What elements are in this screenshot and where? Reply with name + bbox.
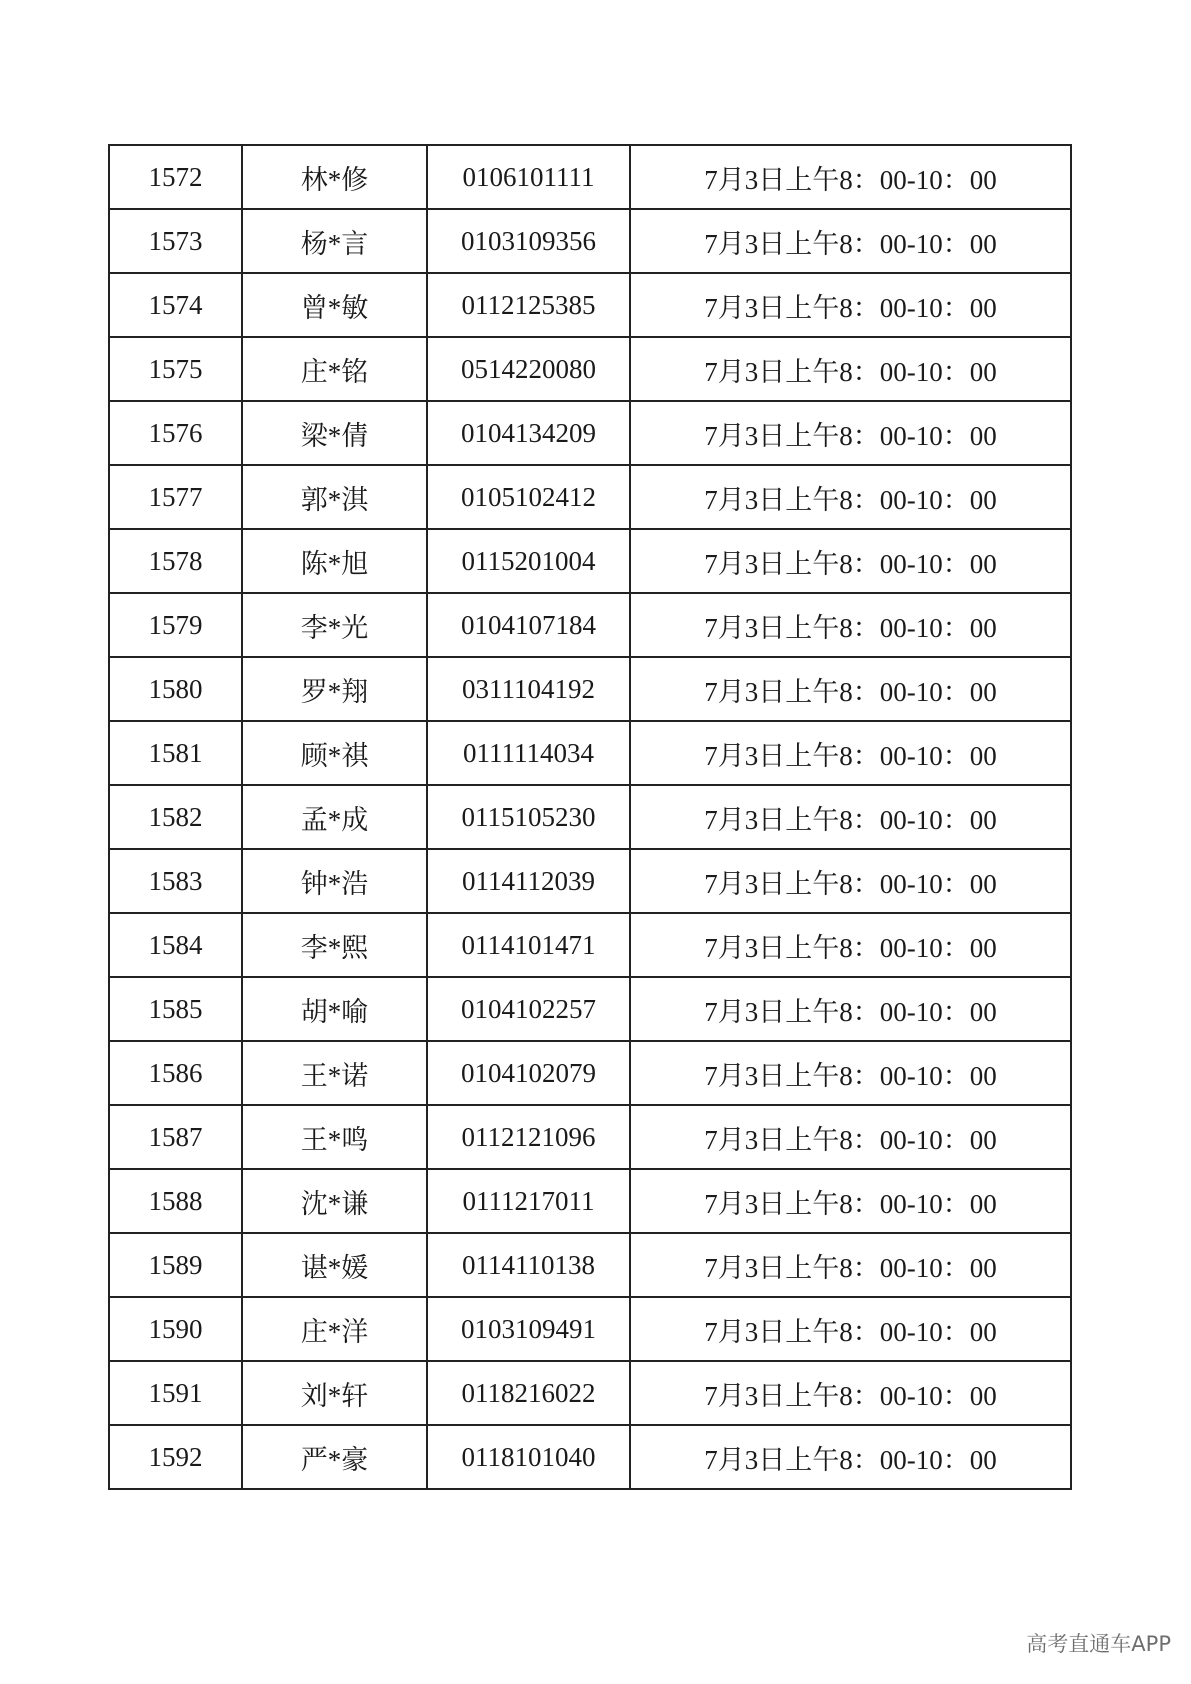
table-row (109, 209, 1071, 273)
cell-name: 谌*媛 (242, 1233, 427, 1297)
table-row (109, 1233, 1071, 1297)
cell-time-slot: 7月3日上午8：00-10：00 (630, 1169, 1071, 1233)
cell-time-slot: 7月3日上午8：00-10：00 (630, 1297, 1071, 1361)
cell-candidate-id: 0103109491 (427, 1297, 630, 1361)
cell-seq-no: 1582 (109, 785, 242, 849)
cell-name: 钟*浩 (242, 849, 427, 913)
cell-seq-no: 1579 (109, 593, 242, 657)
cell-time-slot: 7月3日上午8：00-10：00 (630, 1361, 1071, 1425)
table-row (109, 1041, 1071, 1105)
cell-name: 孟*成 (242, 785, 427, 849)
cell-candidate-id: 0115201004 (427, 529, 630, 593)
cell-name: 刘*轩 (242, 1361, 427, 1425)
cell-time-slot: 7月3日上午8：00-10：00 (630, 529, 1071, 593)
table-row (109, 913, 1071, 977)
cell-candidate-id: 0118101040 (427, 1425, 630, 1489)
cell-time-slot: 7月3日上午8：00-10：00 (630, 593, 1071, 657)
cell-seq-no: 1583 (109, 849, 242, 913)
cell-candidate-id: 0114112039 (427, 849, 630, 913)
cell-name: 曾*敏 (242, 273, 427, 337)
table-row (109, 1361, 1071, 1425)
cell-seq-no: 1587 (109, 1105, 242, 1169)
cell-candidate-id: 0311104192 (427, 657, 630, 721)
cell-candidate-id: 0112125385 (427, 273, 630, 337)
cell-seq-no: 1581 (109, 721, 242, 785)
roster-table-container (108, 144, 1072, 1490)
cell-time-slot: 7月3日上午8：00-10：00 (630, 465, 1071, 529)
table-row (109, 401, 1071, 465)
cell-seq-no: 1591 (109, 1361, 242, 1425)
cell-candidate-id: 0112121096 (427, 1105, 630, 1169)
cell-candidate-id: 0514220080 (427, 337, 630, 401)
table-row (109, 593, 1071, 657)
table-row (109, 977, 1071, 1041)
cell-name: 陈*旭 (242, 529, 427, 593)
cell-seq-no: 1592 (109, 1425, 242, 1489)
table-row (109, 337, 1071, 401)
table-row (109, 529, 1071, 593)
cell-candidate-id: 0104102079 (427, 1041, 630, 1105)
cell-candidate-id: 0111217011 (427, 1169, 630, 1233)
table-row (109, 849, 1071, 913)
cell-time-slot: 7月3日上午8：00-10：00 (630, 1105, 1071, 1169)
table-row (109, 1169, 1071, 1233)
cell-time-slot: 7月3日上午8：00-10：00 (630, 401, 1071, 465)
cell-seq-no: 1574 (109, 273, 242, 337)
cell-seq-no: 1586 (109, 1041, 242, 1105)
cell-candidate-id: 0111114034 (427, 721, 630, 785)
cell-name: 庄*洋 (242, 1297, 427, 1361)
cell-time-slot: 7月3日上午8：00-10：00 (630, 209, 1071, 273)
cell-time-slot: 7月3日上午8：00-10：00 (630, 1233, 1071, 1297)
cell-candidate-id: 0118216022 (427, 1361, 630, 1425)
cell-time-slot: 7月3日上午8：00-10：00 (630, 977, 1071, 1041)
table-row (109, 1425, 1071, 1489)
cell-seq-no: 1578 (109, 529, 242, 593)
cell-name: 沈*谦 (242, 1169, 427, 1233)
cell-seq-no: 1577 (109, 465, 242, 529)
cell-seq-no: 1580 (109, 657, 242, 721)
table-row (109, 273, 1071, 337)
cell-name: 杨*言 (242, 209, 427, 273)
table-row (109, 465, 1071, 529)
cell-time-slot: 7月3日上午8：00-10：00 (630, 785, 1071, 849)
table-row (109, 1297, 1071, 1361)
cell-seq-no: 1590 (109, 1297, 242, 1361)
cell-time-slot: 7月3日上午8：00-10：00 (630, 849, 1071, 913)
table-row (109, 721, 1071, 785)
cell-time-slot: 7月3日上午8：00-10：00 (630, 721, 1071, 785)
cell-seq-no: 1575 (109, 337, 242, 401)
cell-time-slot: 7月3日上午8：00-10：00 (630, 273, 1071, 337)
cell-candidate-id: 0106101111 (427, 145, 630, 209)
cell-name: 罗*翔 (242, 657, 427, 721)
cell-candidate-id: 0103109356 (427, 209, 630, 273)
cell-candidate-id: 0105102412 (427, 465, 630, 529)
cell-seq-no: 1573 (109, 209, 242, 273)
cell-seq-no: 1585 (109, 977, 242, 1041)
cell-seq-no: 1589 (109, 1233, 242, 1297)
cell-candidate-id: 0104107184 (427, 593, 630, 657)
cell-seq-no: 1588 (109, 1169, 242, 1233)
cell-seq-no: 1576 (109, 401, 242, 465)
cell-name: 顾*祺 (242, 721, 427, 785)
table-row (109, 785, 1071, 849)
cell-time-slot: 7月3日上午8：00-10：00 (630, 337, 1071, 401)
cell-name: 严*豪 (242, 1425, 427, 1489)
cell-time-slot: 7月3日上午8：00-10：00 (630, 913, 1071, 977)
cell-name: 王*诺 (242, 1041, 427, 1105)
cell-seq-no: 1584 (109, 913, 242, 977)
cell-name: 郭*淇 (242, 465, 427, 529)
cell-candidate-id: 0115105230 (427, 785, 630, 849)
cell-candidate-id: 0114110138 (427, 1233, 630, 1297)
cell-time-slot: 7月3日上午8：00-10：00 (630, 145, 1071, 209)
cell-name: 李*熙 (242, 913, 427, 977)
cell-name: 胡*喻 (242, 977, 427, 1041)
cell-seq-no: 1572 (109, 145, 242, 209)
app-watermark: 高考直通车APP (1026, 1632, 1171, 1656)
cell-name: 李*光 (242, 593, 427, 657)
cell-name: 庄*铭 (242, 337, 427, 401)
cell-candidate-id: 0104134209 (427, 401, 630, 465)
cell-candidate-id: 0114101471 (427, 913, 630, 977)
cell-candidate-id: 0104102257 (427, 977, 630, 1041)
cell-time-slot: 7月3日上午8：00-10：00 (630, 1425, 1071, 1489)
cell-name: 林*修 (242, 145, 427, 209)
cell-name: 梁*倩 (242, 401, 427, 465)
cell-time-slot: 7月3日上午8：00-10：00 (630, 657, 1071, 721)
cell-name: 王*鸣 (242, 1105, 427, 1169)
table-row (109, 145, 1071, 209)
roster-table (108, 144, 1072, 1490)
table-row (109, 657, 1071, 721)
cell-time-slot: 7月3日上午8：00-10：00 (630, 1041, 1071, 1105)
table-row (109, 1105, 1071, 1169)
